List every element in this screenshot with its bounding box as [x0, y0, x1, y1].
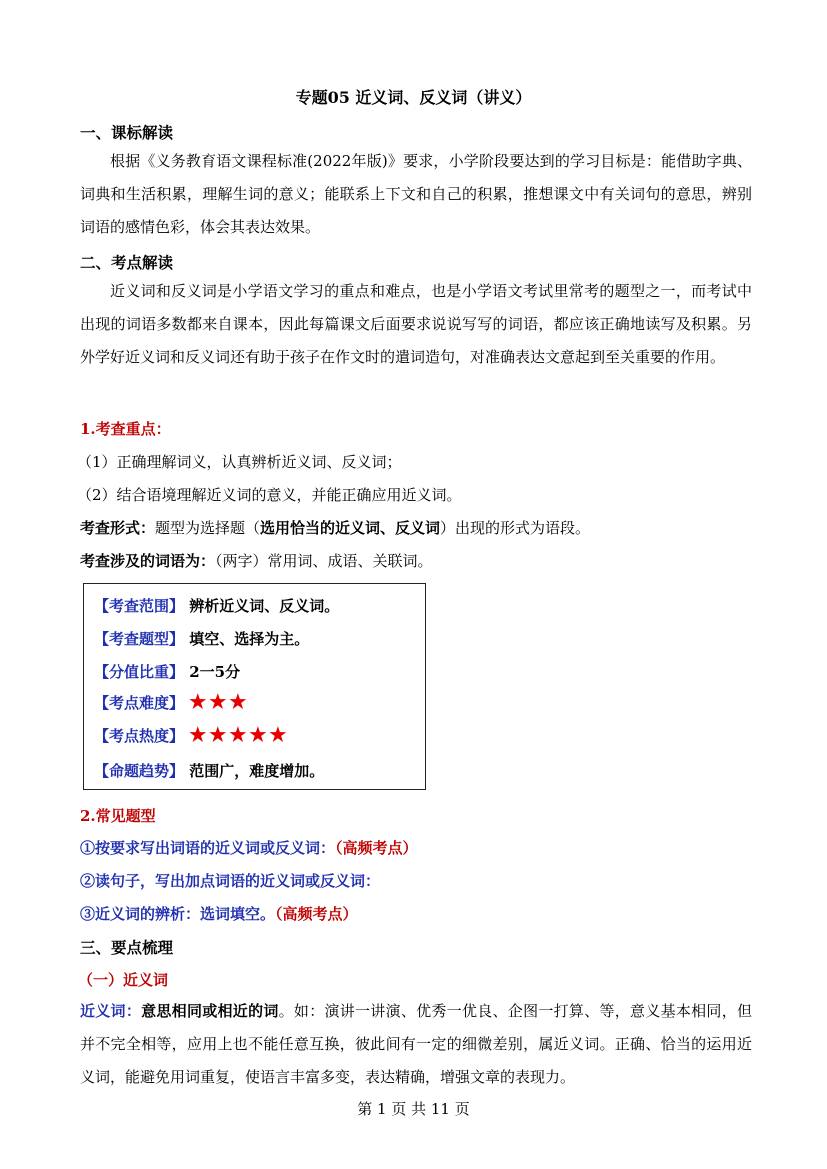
focus-item-2: （2）结合语境理解近义词的意义，并能正确应用近义词。: [77, 486, 462, 504]
info-label: 【命题趋势】: [94, 762, 185, 780]
def-text: 。如：演讲一讲演、优秀一优良、企图一打算、等，意义基本相同，但并不完全相等，应用上也不能任意互换，彼此间有一定的细微差别，属近义词。正确、恰当的运用近义词，能避免用词重复，使语言丰富多变，表达精确，增强文章的表现力。: [80, 1002, 752, 1086]
section1-paragraph: 根据《义务教育语文课程标准(2022年版)》要求，小学阶段要达到的学习目标是：能借助字典、词典和生活积累，理解生词的意义；能联系上下文和自己的积累，推想课文中有关词句的意思，辨别词语的感情色彩，体会其表达效果。: [80, 152, 752, 236]
info-label: 【分值比重】: [94, 663, 185, 681]
info-row-type: [94, 628, 309, 649]
info-row-difficulty: [94, 691, 249, 713]
info-label: 【考点难度】: [94, 694, 185, 712]
form-bold: 选用恰当的近义词、反义词: [260, 519, 441, 537]
info-label: 【考点热度】: [94, 727, 185, 745]
section3-heading: 三、要点梳理: [80, 938, 174, 957]
focus-item-1: （1）正确理解词义，认真辨析近义词、反义词；: [77, 453, 402, 471]
form-text-1: 题型为选择题（: [155, 519, 261, 537]
question-type-note: （高频考点）: [335, 839, 418, 857]
question-type-1: [80, 837, 418, 858]
def-bold: 意思相同或相近的词: [141, 1002, 279, 1020]
page-footer: 第 1 页 共 11 页: [357, 1100, 470, 1118]
star-rating-icon: ★★★★★: [189, 724, 290, 746]
info-row-score: [94, 661, 240, 682]
form-text-2: ）出现的形式为语段。: [440, 519, 591, 537]
question-type-text: ①按要求写出词语的近义词或反义词：: [80, 839, 336, 857]
info-value: 填空、选择为主。: [189, 630, 310, 648]
info-label: 【考查范围】: [94, 597, 185, 615]
question-type-text: ②读句子，写出加点词语的近义词或反义词：: [80, 872, 381, 890]
synonym-definition: [80, 995, 752, 1094]
info-value: 2一5分: [189, 663, 241, 681]
section1-heading: 一、课标解读: [80, 123, 174, 142]
synonym-subheading: （一）近义词: [78, 971, 169, 989]
info-row-trend: [94, 760, 324, 781]
question-type-note: （高频考点）: [275, 905, 358, 923]
form-line: [80, 517, 590, 538]
question-type-2: [80, 870, 380, 891]
star-rating-icon: ★★★: [189, 691, 250, 713]
section2-heading: 二、考点解读: [80, 253, 174, 272]
scope-label: 考查涉及的词语为：: [80, 552, 216, 570]
form-label: 考查形式：: [80, 519, 156, 537]
info-row-heat: [94, 724, 289, 746]
question-type-text: ③近义词的辨析：选词填空。: [80, 905, 276, 923]
page-title: 专题05 近义词、反义词（讲义）: [295, 88, 532, 107]
scope-line: [80, 550, 433, 571]
section2-paragraph: 近义词和反义词是小学语文学习的重点和难点，也是小学语文考试里常考的题型之一，而考试中出现的词语多数都来自课本，因此每篇课文后面要求说说写写的词语，都应该正确地读写及积累。另外学好近义词和反义词还有助于孩子在作文时的遣词造句，对准确表达文意起到至关重要的作用。: [80, 282, 752, 366]
focus-heading: 1.考查重点：: [80, 420, 171, 438]
def-label: 近义词：: [80, 1002, 142, 1020]
info-label: 【考查题型】: [94, 630, 185, 648]
info-value: 范围广，难度增加。: [189, 762, 325, 780]
info-value: 辨析近义词、反义词。: [189, 597, 340, 615]
question-types-heading: 2.常见题型: [80, 807, 156, 825]
scope-text: （两字）常用词、成语、关联词。: [215, 552, 433, 570]
info-box: [83, 583, 426, 790]
question-type-3: [80, 903, 358, 924]
info-row-scope: [94, 595, 339, 616]
